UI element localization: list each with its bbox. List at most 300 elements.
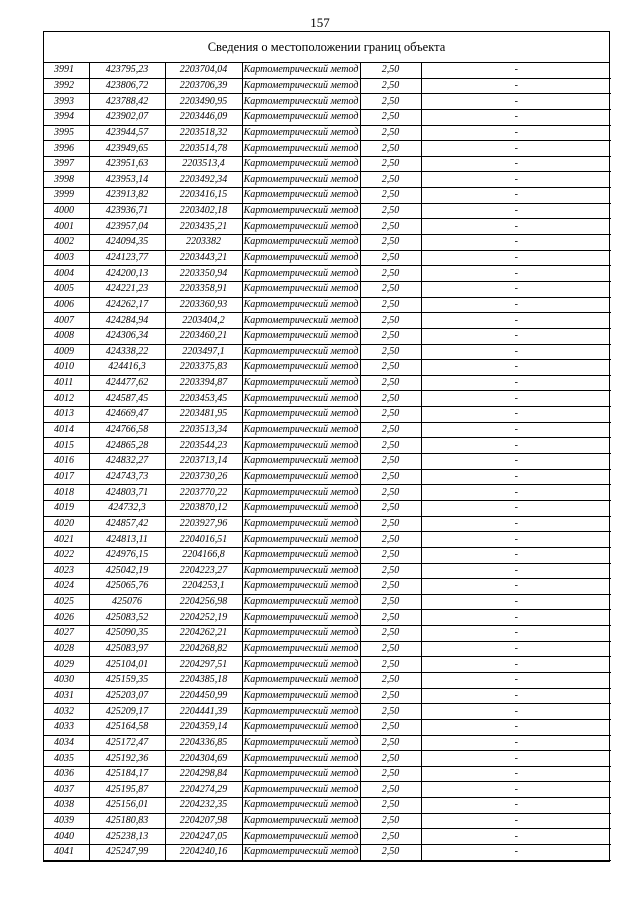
description-cell: - [421,641,611,657]
method-cell: Картометрический метод [242,297,360,313]
description-cell: - [421,172,611,188]
point-number-cell: 4021 [44,532,89,548]
description-cell: - [421,328,611,344]
description-cell: - [421,547,611,563]
accuracy-cell: 2,50 [360,250,421,266]
description-cell: - [421,281,611,297]
accuracy-cell: 2,50 [360,125,421,141]
description-cell: - [421,735,611,751]
table-row [44,281,611,297]
x-coordinate-cell: 425104,01 [89,657,165,673]
method-cell: Картометрический метод [242,156,360,172]
y-coordinate-cell: 2203513,4 [165,156,242,172]
method-cell: Картометрический метод [242,610,360,626]
accuracy-cell: 2,50 [360,469,421,485]
x-coordinate-cell: 424976,15 [89,547,165,563]
y-coordinate-cell: 2203706,39 [165,78,242,94]
table-row [44,751,611,767]
x-coordinate-cell: 423913,82 [89,188,165,204]
x-coordinate-cell: 425172,47 [89,735,165,751]
method-cell: Картометрический метод [242,688,360,704]
method-cell: Картометрический метод [242,657,360,673]
x-coordinate-cell: 425076 [89,594,165,610]
accuracy-cell: 2,50 [360,735,421,751]
description-cell: - [421,250,611,266]
y-coordinate-cell: 2204450,99 [165,688,242,704]
table-row [44,594,611,610]
y-coordinate-cell: 2204223,27 [165,563,242,579]
y-coordinate-cell: 2204297,51 [165,657,242,673]
method-cell: Картометрический метод [242,813,360,829]
table-row [44,422,611,438]
accuracy-cell: 2,50 [360,235,421,251]
y-coordinate-cell: 2203770,22 [165,485,242,501]
x-coordinate-cell: 423788,42 [89,94,165,110]
method-cell: Картометрический метод [242,328,360,344]
method-cell: Картометрический метод [242,735,360,751]
point-number-cell: 4036 [44,766,89,782]
y-coordinate-cell: 2204262,21 [165,626,242,642]
x-coordinate-cell: 424743,73 [89,469,165,485]
x-coordinate-cell: 424416,3 [89,360,165,376]
accuracy-cell: 2,50 [360,188,421,204]
point-number-cell: 4007 [44,313,89,329]
table-row [44,360,611,376]
accuracy-cell: 2,50 [360,563,421,579]
accuracy-cell: 2,50 [360,719,421,735]
method-cell: Картометрический метод [242,766,360,782]
method-cell: Картометрический метод [242,63,360,78]
method-cell: Картометрический метод [242,672,360,688]
y-coordinate-cell: 2204441,39 [165,704,242,720]
page-number: 157 [310,15,330,30]
point-number-cell: 4019 [44,500,89,516]
accuracy-cell: 2,50 [360,610,421,626]
description-cell: - [421,78,611,94]
table-row [44,219,611,235]
point-number-cell: 3993 [44,94,89,110]
table-row [44,313,611,329]
accuracy-cell: 2,50 [360,454,421,470]
description-cell: - [421,485,611,501]
point-number-cell: 4018 [44,485,89,501]
table-row [44,375,611,391]
description-cell: - [421,63,611,78]
y-coordinate-cell: 2203927,96 [165,516,242,532]
description-cell: - [421,469,611,485]
point-number-cell: 4023 [44,563,89,579]
x-coordinate-cell: 424766,58 [89,422,165,438]
accuracy-cell: 2,50 [360,438,421,454]
y-coordinate-cell: 2203435,21 [165,219,242,235]
table-row [44,688,611,704]
method-cell: Картометрический метод [242,845,360,861]
point-number-cell: 4012 [44,391,89,407]
accuracy-cell: 2,50 [360,516,421,532]
method-cell: Картометрический метод [242,391,360,407]
boundary-coordinates-table [44,63,611,861]
accuracy-cell: 2,50 [360,78,421,94]
description-cell: - [421,516,611,532]
method-cell: Картометрический метод [242,829,360,845]
description-cell: - [421,610,611,626]
y-coordinate-cell: 2204385,18 [165,672,242,688]
x-coordinate-cell: 425247,99 [89,845,165,861]
point-number-cell: 4033 [44,719,89,735]
point-number-cell: 4039 [44,813,89,829]
y-coordinate-cell: 2203704,04 [165,63,242,78]
table-row [44,141,611,157]
accuracy-cell: 2,50 [360,172,421,188]
point-number-cell: 4001 [44,219,89,235]
x-coordinate-cell: 424669,47 [89,407,165,423]
method-cell: Картометрический метод [242,125,360,141]
table-row [44,172,611,188]
y-coordinate-cell: 2204304,69 [165,751,242,767]
method-cell: Картометрический метод [242,782,360,798]
point-number-cell: 4027 [44,626,89,642]
method-cell: Картометрический метод [242,188,360,204]
y-coordinate-cell: 2203394,87 [165,375,242,391]
point-number-cell: 3995 [44,125,89,141]
table-row [44,328,611,344]
point-number-cell: 4020 [44,516,89,532]
table-row [44,344,611,360]
point-number-cell: 3994 [44,109,89,125]
x-coordinate-cell: 423902,07 [89,109,165,125]
accuracy-cell: 2,50 [360,500,421,516]
table-body [44,63,611,860]
y-coordinate-cell: 2203350,94 [165,266,242,282]
description-cell: - [421,188,611,204]
description-cell: - [421,579,611,595]
y-coordinate-cell: 2204207,98 [165,813,242,829]
table-row [44,203,611,219]
accuracy-cell: 2,50 [360,219,421,235]
description-cell: - [421,422,611,438]
x-coordinate-cell: 425192,36 [89,751,165,767]
method-cell: Картометрический метод [242,109,360,125]
point-number-cell: 3998 [44,172,89,188]
accuracy-cell: 2,50 [360,626,421,642]
table-row [44,78,611,94]
point-number-cell: 3992 [44,78,89,94]
table-row [44,641,611,657]
point-number-cell: 4003 [44,250,89,266]
description-cell: - [421,719,611,735]
accuracy-cell: 2,50 [360,328,421,344]
point-number-cell: 3997 [44,156,89,172]
x-coordinate-cell: 425209,17 [89,704,165,720]
method-cell: Картометрический метод [242,141,360,157]
description-cell: - [421,125,611,141]
x-coordinate-cell: 425083,52 [89,610,165,626]
method-cell: Картометрический метод [242,563,360,579]
y-coordinate-cell: 2203544,23 [165,438,242,454]
table-row [44,188,611,204]
method-cell: Картометрический метод [242,626,360,642]
y-coordinate-cell: 2203360,93 [165,297,242,313]
description-cell: - [421,594,611,610]
point-number-cell: 4031 [44,688,89,704]
accuracy-cell: 2,50 [360,297,421,313]
method-cell: Картометрический метод [242,281,360,297]
table-row [44,94,611,110]
x-coordinate-cell: 423953,14 [89,172,165,188]
y-coordinate-cell: 2203513,34 [165,422,242,438]
point-number-cell: 4017 [44,469,89,485]
table-row [44,782,611,798]
table-row [44,845,611,861]
x-coordinate-cell: 425083,97 [89,641,165,657]
table-row [44,579,611,595]
y-coordinate-cell: 2203404,2 [165,313,242,329]
method-cell: Картометрический метод [242,438,360,454]
x-coordinate-cell: 425180,83 [89,813,165,829]
point-number-cell: 4040 [44,829,89,845]
x-coordinate-cell: 424803,71 [89,485,165,501]
description-cell: - [421,94,611,110]
description-cell: - [421,391,611,407]
y-coordinate-cell: 2203460,21 [165,328,242,344]
y-coordinate-cell: 2204256,98 [165,594,242,610]
point-number-cell: 4025 [44,594,89,610]
y-coordinate-cell: 2203358,91 [165,281,242,297]
x-coordinate-cell: 424587,45 [89,391,165,407]
y-coordinate-cell: 2203514,78 [165,141,242,157]
x-coordinate-cell: 424094,35 [89,235,165,251]
description-cell: - [421,829,611,845]
x-coordinate-cell: 423951,63 [89,156,165,172]
description-cell: - [421,500,611,516]
description-cell: - [421,313,611,329]
y-coordinate-cell: 2204016,51 [165,532,242,548]
y-coordinate-cell: 2203453,45 [165,391,242,407]
accuracy-cell: 2,50 [360,829,421,845]
table-row [44,485,611,501]
description-cell: - [421,813,611,829]
x-coordinate-cell: 424221,23 [89,281,165,297]
method-cell: Картометрический метод [242,360,360,376]
y-coordinate-cell: 2203730,26 [165,469,242,485]
method-cell: Картометрический метод [242,219,360,235]
accuracy-cell: 2,50 [360,688,421,704]
point-number-cell: 3999 [44,188,89,204]
accuracy-cell: 2,50 [360,344,421,360]
table-row [44,469,611,485]
point-number-cell: 4008 [44,328,89,344]
method-cell: Картометрический метод [242,532,360,548]
description-cell: - [421,688,611,704]
table-row [44,798,611,814]
x-coordinate-cell: 425195,87 [89,782,165,798]
table-row [44,500,611,516]
point-number-cell: 4034 [44,735,89,751]
accuracy-cell: 2,50 [360,156,421,172]
point-number-cell: 4029 [44,657,89,673]
point-number-cell: 4024 [44,579,89,595]
x-coordinate-cell: 424338,22 [89,344,165,360]
accuracy-cell: 2,50 [360,375,421,391]
accuracy-cell: 2,50 [360,391,421,407]
table-row [44,704,611,720]
table-row [44,250,611,266]
y-coordinate-cell: 2203443,21 [165,250,242,266]
method-cell: Картометрический метод [242,78,360,94]
point-number-cell: 4041 [44,845,89,861]
point-number-cell: 4015 [44,438,89,454]
table-row [44,109,611,125]
point-number-cell: 4004 [44,266,89,282]
x-coordinate-cell: 425238,13 [89,829,165,845]
x-coordinate-cell: 424262,17 [89,297,165,313]
y-coordinate-cell: 2203497,1 [165,344,242,360]
point-number-cell: 4014 [44,422,89,438]
y-coordinate-cell: 2204268,82 [165,641,242,657]
point-number-cell: 4006 [44,297,89,313]
accuracy-cell: 2,50 [360,751,421,767]
accuracy-cell: 2,50 [360,109,421,125]
method-cell: Картометрический метод [242,719,360,735]
table-row [44,125,611,141]
table-row [44,766,611,782]
accuracy-cell: 2,50 [360,360,421,376]
boundary-table-frame [43,31,610,862]
table-row [44,719,611,735]
y-coordinate-cell: 2204336,85 [165,735,242,751]
x-coordinate-cell: 423944,57 [89,125,165,141]
point-number-cell: 3996 [44,141,89,157]
accuracy-cell: 2,50 [360,532,421,548]
y-coordinate-cell: 2203490,95 [165,94,242,110]
description-cell: - [421,626,611,642]
accuracy-cell: 2,50 [360,766,421,782]
description-cell: - [421,109,611,125]
x-coordinate-cell: 425203,07 [89,688,165,704]
accuracy-cell: 2,50 [360,547,421,563]
method-cell: Картометрический метод [242,250,360,266]
x-coordinate-cell: 423957,04 [89,219,165,235]
method-cell: Картометрический метод [242,500,360,516]
description-cell: - [421,782,611,798]
table-title: Сведения о местоположении границ объекта [44,32,609,63]
method-cell: Картометрический метод [242,203,360,219]
y-coordinate-cell: 2203375,83 [165,360,242,376]
method-cell: Картометрический метод [242,547,360,563]
description-cell: - [421,297,611,313]
y-coordinate-cell: 2204232,35 [165,798,242,814]
accuracy-cell: 2,50 [360,813,421,829]
table-row [44,516,611,532]
accuracy-cell: 2,50 [360,594,421,610]
y-coordinate-cell: 2203402,18 [165,203,242,219]
method-cell: Картометрический метод [242,469,360,485]
point-number-cell: 4005 [44,281,89,297]
x-coordinate-cell: 424732,3 [89,500,165,516]
x-coordinate-cell: 425156,01 [89,798,165,814]
method-cell: Картометрический метод [242,172,360,188]
accuracy-cell: 2,50 [360,485,421,501]
table-row [44,563,611,579]
point-number-cell: 4013 [44,407,89,423]
table-row [44,735,611,751]
description-cell: - [421,657,611,673]
x-coordinate-cell: 423806,72 [89,78,165,94]
table-row [44,813,611,829]
method-cell: Картометрический метод [242,94,360,110]
table-row [44,610,611,626]
accuracy-cell: 2,50 [360,672,421,688]
x-coordinate-cell: 424857,42 [89,516,165,532]
table-row [44,454,611,470]
accuracy-cell: 2,50 [360,641,421,657]
x-coordinate-cell: 424477,62 [89,375,165,391]
method-cell: Картометрический метод [242,594,360,610]
y-coordinate-cell: 2204166,8 [165,547,242,563]
y-coordinate-cell: 2203446,09 [165,109,242,125]
point-number-cell: 4030 [44,672,89,688]
table-row [44,438,611,454]
x-coordinate-cell: 423936,71 [89,203,165,219]
y-coordinate-cell: 2204247,05 [165,829,242,845]
x-coordinate-cell: 424306,34 [89,328,165,344]
y-coordinate-cell: 2203492,34 [165,172,242,188]
description-cell: - [421,375,611,391]
x-coordinate-cell: 425042,19 [89,563,165,579]
point-number-cell: 4011 [44,375,89,391]
method-cell: Картометрический метод [242,375,360,391]
x-coordinate-cell: 425184,17 [89,766,165,782]
point-number-cell: 4032 [44,704,89,720]
y-coordinate-cell: 2204252,19 [165,610,242,626]
table-row [44,266,611,282]
description-cell: - [421,704,611,720]
point-number-cell: 4009 [44,344,89,360]
description-cell: - [421,798,611,814]
description-cell: - [421,766,611,782]
description-cell: - [421,563,611,579]
accuracy-cell: 2,50 [360,94,421,110]
accuracy-cell: 2,50 [360,141,421,157]
table-row [44,63,611,78]
description-cell: - [421,454,611,470]
x-coordinate-cell: 424200,13 [89,266,165,282]
table-row [44,657,611,673]
description-cell: - [421,141,611,157]
method-cell: Картометрический метод [242,798,360,814]
description-cell: - [421,344,611,360]
table-row [44,156,611,172]
description-cell: - [421,266,611,282]
description-cell: - [421,845,611,861]
point-number-cell: 4035 [44,751,89,767]
description-cell: - [421,672,611,688]
point-number-cell: 4016 [44,454,89,470]
accuracy-cell: 2,50 [360,798,421,814]
x-coordinate-cell: 424813,11 [89,532,165,548]
y-coordinate-cell: 2204253,1 [165,579,242,595]
method-cell: Картометрический метод [242,516,360,532]
table-row [44,547,611,563]
table-row [44,297,611,313]
accuracy-cell: 2,50 [360,63,421,78]
point-number-cell: 4010 [44,360,89,376]
accuracy-cell: 2,50 [360,579,421,595]
point-number-cell: 4026 [44,610,89,626]
accuracy-cell: 2,50 [360,281,421,297]
x-coordinate-cell: 425090,35 [89,626,165,642]
description-cell: - [421,203,611,219]
